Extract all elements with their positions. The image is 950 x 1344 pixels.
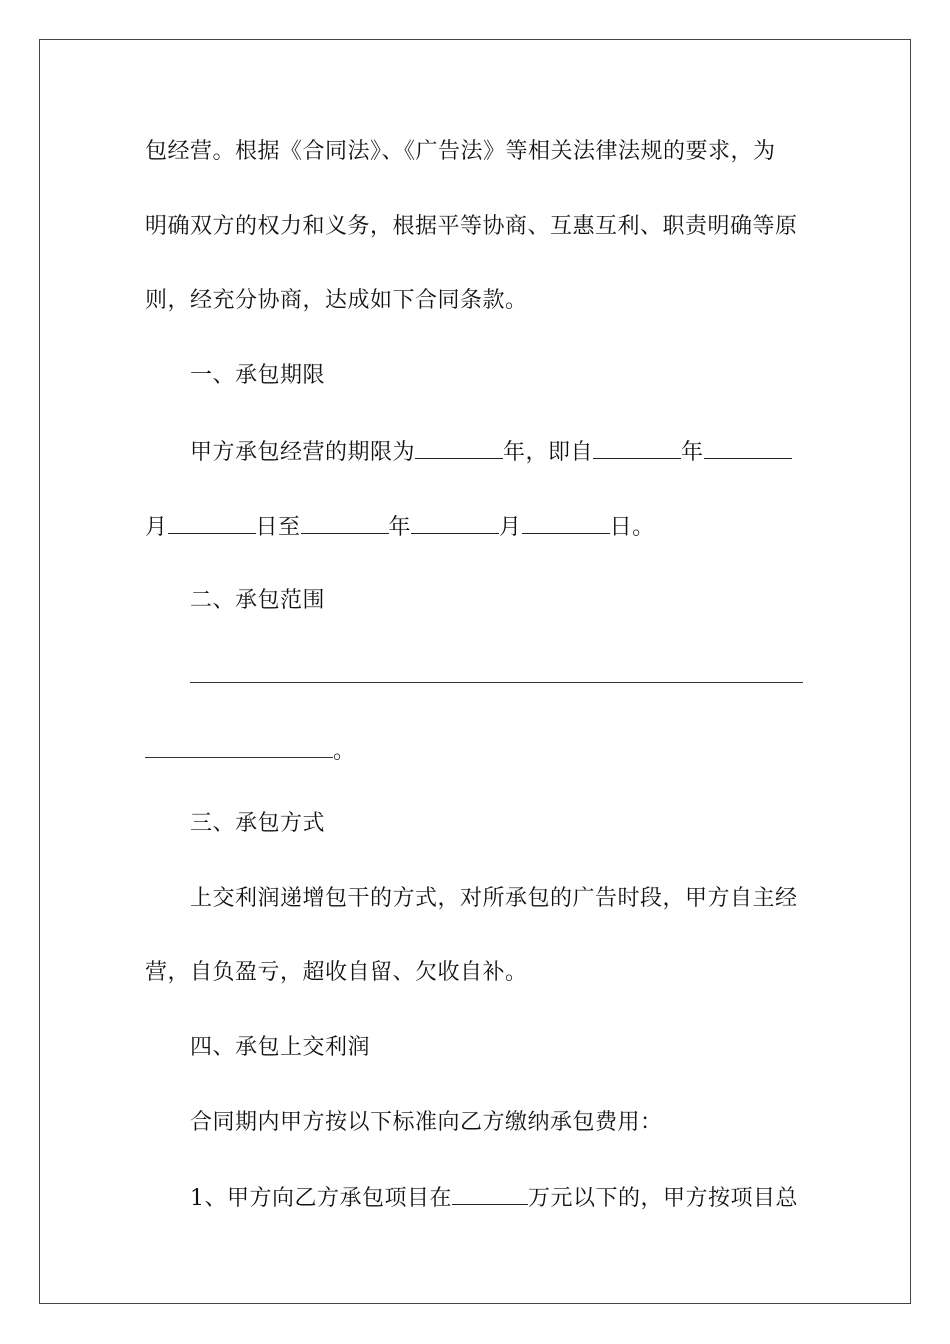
section4-intro: 合同期内甲方按以下标准向乙方缴纳承包费用： xyxy=(190,1110,663,1135)
start-year-blank[interactable] xyxy=(593,436,681,459)
section3-heading: 三、承包方式 xyxy=(190,811,326,836)
term-text-e: 日至 xyxy=(255,515,301,540)
section1-term-line2 xyxy=(145,511,655,543)
term-text-h: 日。 xyxy=(609,515,655,540)
scope-end: 。 xyxy=(333,739,356,764)
term-text-b: 年，即自 xyxy=(503,440,594,465)
start-month-blank-tail[interactable] xyxy=(704,436,792,459)
section3-line1: 上交利润递增包干的方式，对所承包的广告时段，甲方自主经 xyxy=(190,886,798,911)
section1-heading: 一、承包期限 xyxy=(190,363,326,388)
term-text-d: 月 xyxy=(145,515,168,540)
term-years-blank[interactable] xyxy=(415,436,503,459)
paragraph1-line2: 明确双方的权力和义务，根据平等协商、互惠互利、职责明确等原 xyxy=(145,214,798,239)
item1-text-a: 1、甲方向乙方承包项目在 xyxy=(190,1186,452,1211)
start-day-blank[interactable] xyxy=(168,511,256,534)
end-year-blank[interactable] xyxy=(301,511,389,534)
paragraph1-line3: 则，经充分协商，达成如下合同条款。 xyxy=(145,288,528,313)
paragraph1-line1: 包经营。根据《合同法》、《广告法》等相关法律法规的要求，为 xyxy=(145,139,776,164)
term-text-g: 月 xyxy=(499,515,522,540)
section4-heading: 四、承包上交利润 xyxy=(190,1035,371,1060)
scope-blank-short[interactable] xyxy=(145,735,333,758)
item1-text-b: 万元以下的，甲方按项目总 xyxy=(528,1186,799,1211)
section1-term-line1 xyxy=(190,436,792,468)
scope-blank-line[interactable] xyxy=(190,682,803,683)
amount-blank[interactable] xyxy=(452,1182,528,1205)
scope-blank-line2 xyxy=(145,735,356,767)
term-text-a: 甲方承包经营的期限为 xyxy=(190,440,416,465)
section2-heading: 二、承包范围 xyxy=(190,588,326,613)
section3-line2: 营，自负盈亏，超收自留、欠收自补。 xyxy=(145,960,528,985)
section4-item1 xyxy=(190,1182,798,1214)
term-text-f: 年 xyxy=(388,515,412,540)
end-month-blank[interactable] xyxy=(411,511,499,534)
end-day-blank[interactable] xyxy=(522,511,610,534)
term-text-c: 年 xyxy=(681,440,704,465)
